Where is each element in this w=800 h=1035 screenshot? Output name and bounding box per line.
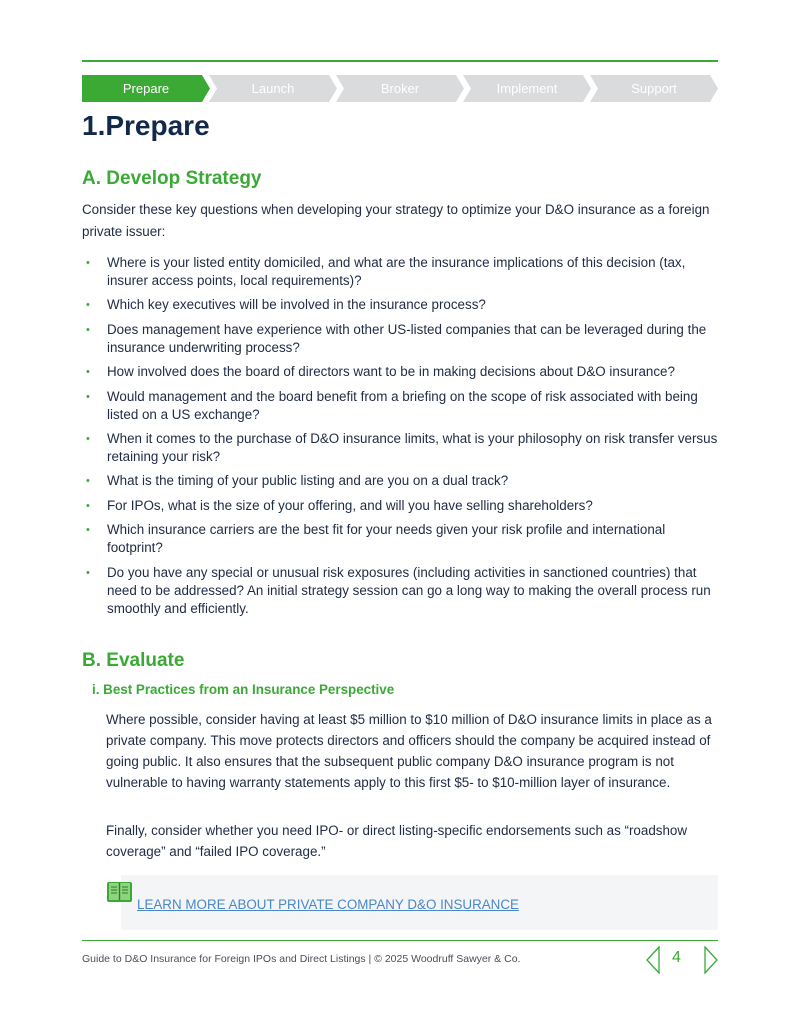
list-item: • Which insurance carriers are the best fit for your needs given your risk profile and international footprint? [86, 522, 666, 556]
chevron-right-icon[interactable] [703, 946, 719, 974]
list-item: • Does management have experience with other US-listed companies that can be leveraged during the insurance underwriting process? [86, 321, 707, 355]
section-b-heading: B. Evaluate [82, 650, 185, 671]
step-label: Launch [251, 81, 295, 96]
list-item: • How involved does the board of directors want to be in making decisions about D&O insurance? [86, 364, 675, 380]
list-item: • Where is your listed entity domiciled, and what are the insurance implications of this decision (tax, insurer access points, local requirements)? [86, 255, 686, 288]
chevron-left-icon[interactable] [645, 946, 661, 974]
step-launch[interactable] [209, 75, 337, 102]
top-divider [82, 60, 718, 62]
bullet-dot-icon: • [86, 475, 90, 488]
endorsements-paragraph: Finally, consider whether you need IPO- or direct listing-specific endorsements such as “roadshow coverage” and “failed IPO coverage.” [106, 823, 688, 859]
footer-divider [82, 940, 718, 941]
list-item: • When it comes to the purchase of D&O insurance limits, what is your philosophy on risk transfer versus retaining your risk? [86, 430, 718, 464]
progress-steps [82, 75, 718, 102]
bullet-dot-icon: • [86, 299, 90, 312]
bullet-dot-icon: • [86, 499, 90, 512]
learn-more-link[interactable]: LEARN MORE ABOUT PRIVATE COMPANY D&O INSURANCE [137, 897, 519, 912]
step-implement[interactable] [463, 75, 591, 102]
list-item: • What is the timing of your public listing and are you on a dual track? [86, 473, 509, 489]
page-number: 4 [672, 949, 681, 966]
step-label: Implement [496, 81, 558, 96]
footer-text: Guide to D&O Insurance for Foreign IPOs and Direct Listings | © 2025 Woodruff Sawyer & Co. [82, 953, 521, 965]
bullet-dot-icon: • [86, 366, 90, 379]
bullet-dot-icon: • [86, 432, 90, 445]
section-a-intro: Consider these key questions when developing your strategy to optimize your D&O insurance as a foreign private issuer: [82, 202, 710, 239]
bullet-dot-icon: • [86, 390, 90, 403]
list-item: • Which key executives will be involved in the insurance process? [86, 297, 486, 313]
best-practices-paragraph: Where possible, consider having at least $5 million to $10 million of D&O insurance limits in place as a private company. This move protects directors and officers should the company be acquired instead of going public. It also ensures that the subsequent public company D&O insurance program is not vulnerable to having warranty statements apply to this first $5- to $10-million layer of insurance. [106, 712, 712, 790]
book-icon [106, 879, 133, 905]
bullet-dot-icon: • [86, 566, 90, 579]
bullet-dot-icon: • [86, 257, 90, 269]
list-item: • Would management and the board benefit from a briefing on the scope of risk associated with being listed on a US exchange? [86, 388, 698, 422]
step-support[interactable] [590, 75, 718, 102]
step-label: Support [631, 81, 677, 96]
step-label: Broker [380, 81, 420, 96]
section-a-heading: A. Develop Strategy [82, 168, 262, 189]
step-prepare[interactable] [82, 75, 210, 102]
bullet-dot-icon: • [86, 323, 90, 336]
bullet-dot-icon: • [86, 524, 90, 537]
list-item: • For IPOs, what is the size of your offering, and will you have selling shareholders? [86, 497, 593, 513]
strategy-question-list [86, 254, 720, 624]
section-b-subheading: i. Best Practices from an Insurance Perspective [92, 682, 395, 697]
step-broker[interactable] [336, 75, 464, 102]
step-label: Prepare [122, 81, 170, 96]
list-item: • Do you have any special or unusual risk exposures (including activities in sanctioned countries) that need to be addressed? An initial strategy session can go a long way to making the overall process run smoothly and efficiently. [86, 564, 711, 616]
page-title: 1.Prepare [82, 110, 210, 141]
